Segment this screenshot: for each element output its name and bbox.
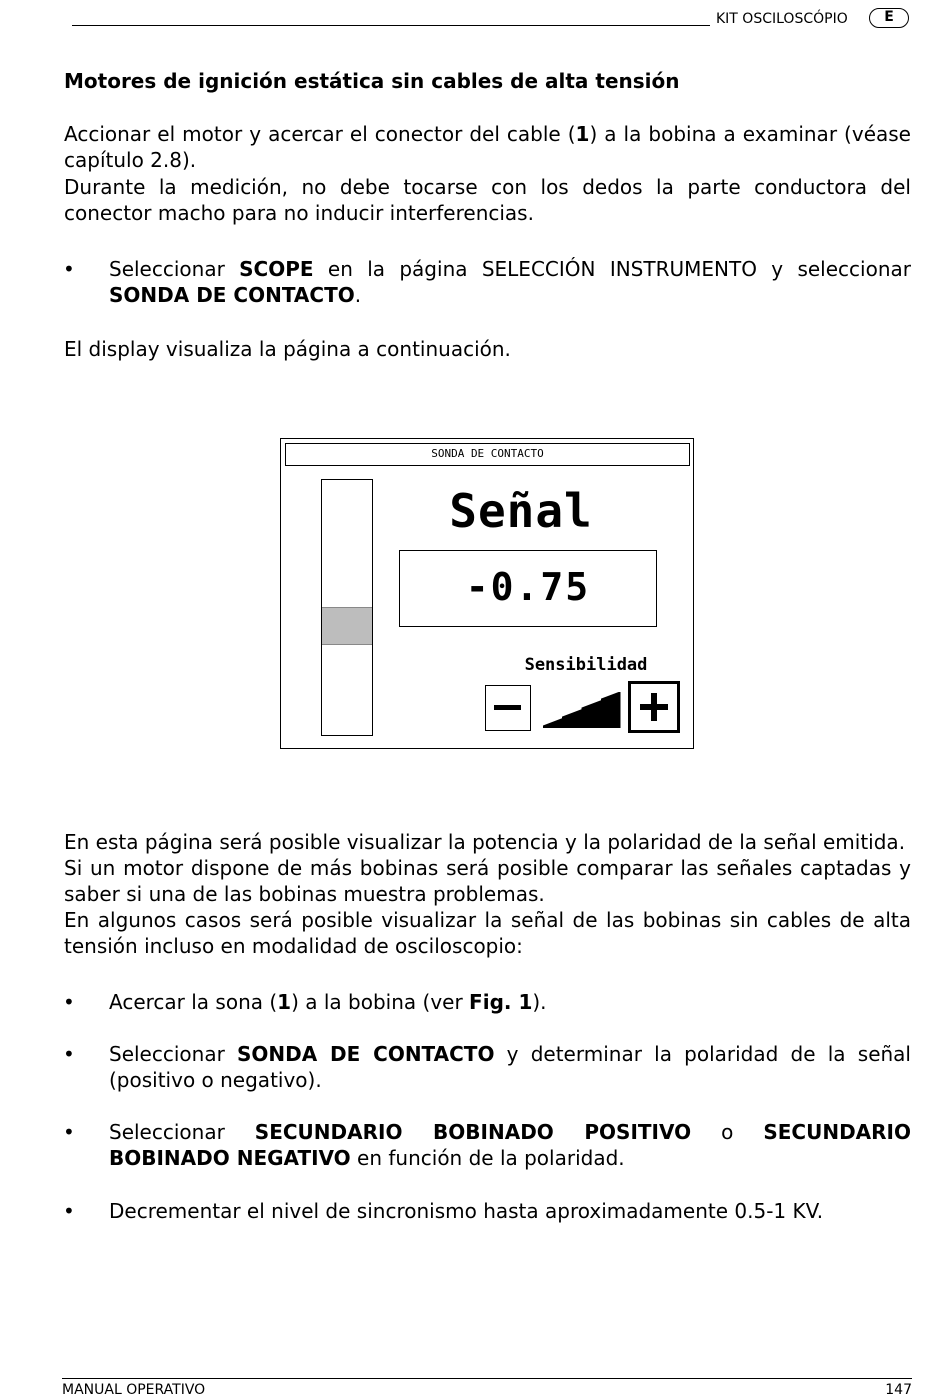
sensitivity-step (582, 701, 601, 728)
page-number: 147 (885, 1382, 912, 1398)
paragraph-compare-coils: Si un motor dispone de más bobinas será posible comparar las señales captadas y saber si una de las bobinas muestra problemas. (64, 856, 911, 906)
sensitivity-step (543, 719, 562, 728)
step-decrease-sync (109, 1198, 911, 1224)
step-text: Seleccionar (109, 257, 240, 281)
step-text: en función de la polaridad. (350, 1146, 625, 1170)
display-intro: El display visualiza la página a continuación. (64, 337, 511, 361)
header-rule (72, 25, 710, 26)
footer-manual-title: MANUAL OPERATIVO (62, 1382, 206, 1398)
step-bold: SONDA DE CONTACTO (109, 283, 355, 307)
bullet: • (63, 1120, 75, 1144)
step-text: . (354, 283, 362, 307)
sensitivity-step (602, 692, 621, 728)
step-bold: 1 (277, 990, 292, 1014)
paragraph-oscilloscope-mode: En algunos casos será posible visualizar la señal de las bobinas sin cables de alta tensión incluso en modalidad de osciloscopio: (64, 908, 911, 958)
bullet: • (63, 1199, 75, 1223)
bullet: • (63, 1042, 75, 1066)
section-title: Motores de ignición estática sin cables de alta tensión (64, 69, 680, 93)
language-badge: E (869, 8, 909, 28)
step-text: ) a la bobina (ver (291, 990, 470, 1014)
step-text: Decrementar el nivel de sincronismo hasta aproximadamente 0.5-1 KV. (109, 1199, 824, 1223)
step-text: Seleccionar (109, 1120, 255, 1144)
bullet: • (63, 990, 75, 1014)
intro-reference: 1 (575, 122, 590, 146)
step-bold: SONDA DE CONTACTO (237, 1042, 495, 1066)
step-approach-probe (109, 989, 911, 1015)
signal-label: Señal (449, 484, 593, 538)
signal-level-fill (322, 607, 372, 645)
display-screen-figure (280, 438, 694, 749)
step-bold: SECUNDARIO BOBINADO NEGATIVO (109, 1120, 911, 1170)
step-bold: SECUNDARIO BOBINADO POSITIVO (254, 1120, 692, 1144)
plus-button-icon[interactable] (628, 681, 680, 733)
step-text: Seleccionar (109, 1042, 238, 1066)
step-select-secondary (109, 1119, 911, 1171)
intro-text: Accionar el motor y acercar el conector del cable ( (64, 122, 576, 146)
step-text: o (691, 1120, 764, 1144)
intro-paragraph-2: Durante la medición, no debe tocarse con los dedos la parte conductora del conector macho para no inducir interferencias. (64, 175, 911, 225)
sensitivity-level-icon (543, 692, 621, 728)
intro-text: ) a la bobina a examinar (véase capítulo 2.8). (64, 122, 911, 172)
sensitivity-step (563, 710, 582, 728)
step-bold: SCOPE (239, 257, 314, 281)
step-text: ). (532, 990, 547, 1014)
signal-level-bar (321, 479, 373, 736)
step-text: y determinar la polaridad de la señal (positivo o negativo). (109, 1042, 911, 1092)
paragraph-power-polarity: En esta página será posible visualizar la potencia y la polaridad de la señal emitida. (64, 830, 906, 854)
bullet: • (63, 257, 75, 281)
display-title: SONDA DE CONTACTO (285, 443, 690, 466)
minus-button-icon[interactable] (485, 685, 531, 731)
intro-paragraph-1 (64, 121, 911, 173)
sensitivity-label: Sensibilidad (524, 655, 648, 675)
step-select-contact-probe (109, 1041, 911, 1093)
footer-rule (62, 1378, 912, 1379)
step-bold: Fig. 1 (469, 990, 533, 1014)
header-title: KIT OSCILOSCÓPIO (716, 11, 848, 27)
signal-value: -0.75 (399, 550, 657, 627)
step-text: Acercar la sona ( (109, 990, 278, 1014)
step-text: en la página SELECCIÓN INSTRUMENTO y seleccionar (313, 257, 911, 281)
step-select-scope (109, 256, 911, 308)
